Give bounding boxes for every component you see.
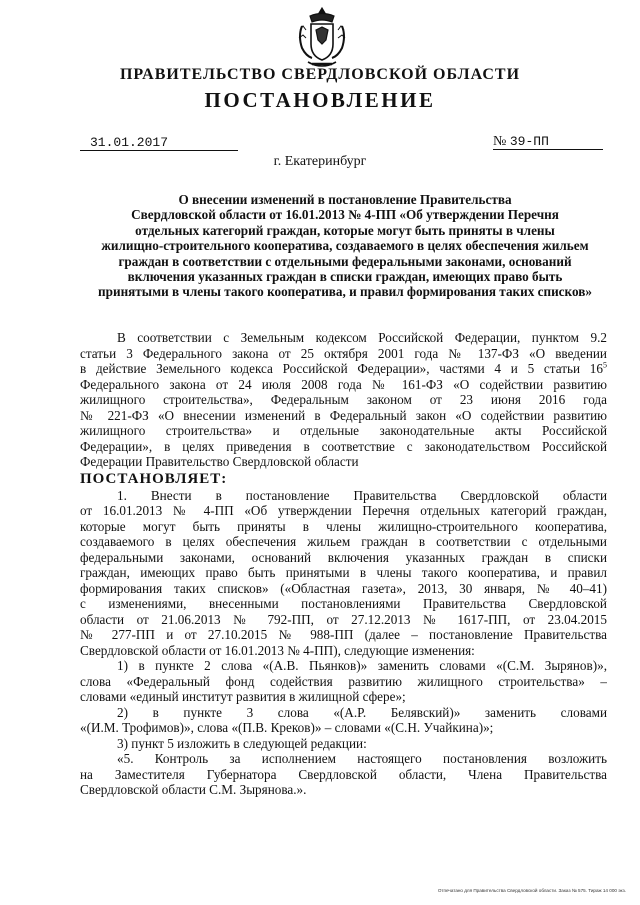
preamble-line: Федерации», в целях приведения в соответствие с законодательством Российской bbox=[80, 438, 607, 454]
number-value: 39-ПП bbox=[509, 134, 549, 149]
title-line: граждан в соответствии с отдельными федеральными законами, оснований bbox=[118, 253, 572, 269]
title-line: включения указанных граждан в списки граждан, имеющих право быть bbox=[127, 269, 563, 285]
item1-line: федеральными законами, оснований включения указанных граждан в списки bbox=[80, 549, 607, 565]
preamble-line: жилищного строительства», Федеральным законом от 23 июня 2016 года bbox=[80, 392, 607, 407]
title-line: принятыми в члены такого кооператива, и правил формирования таких списков» bbox=[98, 284, 592, 300]
title-line: О внесении изменений в постановление Правительства bbox=[178, 192, 512, 207]
print-imprint: Отпечатано для Правительства Свердловской области. Заказ № 575. Тираж 14 000 экз. bbox=[437, 888, 626, 893]
document-date: 31.01.2017 bbox=[80, 136, 238, 151]
decree-word: ПОСТАНОВЛЯЕТ bbox=[80, 470, 222, 487]
item1-line: формирования таких списков» («Областная газета», 2013, 30 января, № 40–41) bbox=[80, 580, 607, 596]
quote-line: «5. Контроль за исполнением настоящего постановления возложить bbox=[117, 751, 607, 766]
item1-line: создаваемого в целях обеспечения жильем граждан в соответствии с отдельными bbox=[80, 534, 607, 549]
title-line: жилищно-строительного кооператива, создаваемого в целях обеспечения жильем bbox=[101, 238, 589, 254]
subitem1-line: словами «единый институт развития в жилищной сфере»; bbox=[80, 689, 406, 704]
preamble-line-with-superscript bbox=[80, 361, 607, 377]
title-line: Свердловской области от 16.01.2013 № 4-ПП «Об утверждении Перечня bbox=[131, 207, 559, 223]
number-label: № bbox=[493, 134, 507, 149]
document-type-heading: ПОСТАНОВЛЕНИЕ bbox=[204, 88, 436, 112]
item1-line: № 277-ПП и от 27.10.2015 № 988-ПП (далее – постановление Правительства bbox=[80, 627, 607, 642]
quote-line: Свердловской области С.М. Зырянова.». bbox=[80, 782, 307, 797]
item1-line: области от 21.06.2013 № 792-ПП, от 27.12.2013 № 1617-ПП, от 23.04.2015 bbox=[80, 611, 607, 627]
preamble-line: статьи 3 Федерального закона от 25 октября 2001 года № 137-ФЗ «О введении bbox=[80, 345, 607, 361]
subitem1-line: 1) в пункте 2 слова «(А.В. Пьянков)» заменить словами «(С.М. Зырянов)», bbox=[117, 658, 607, 673]
subitem3-line: 3) пункт 5 изложить в следующей редакции: bbox=[117, 735, 367, 751]
preamble-line: № 221-ФЗ «О внесении изменений в Федеральный закон «О содействии развитию bbox=[80, 407, 607, 423]
decree-heading bbox=[80, 470, 607, 488]
item1-line: 1. Внести в постановление Правительства Свердловской области bbox=[117, 487, 607, 503]
preamble-text: в действие Земельного кодекса Российской Федерации», частями 4 и 5 статьи 16 bbox=[80, 361, 603, 376]
document-body bbox=[80, 330, 607, 798]
item1-line: от 16.01.2013 № 4-ПП «Об утверждении Перечня отдельных категорий граждан, bbox=[80, 503, 607, 518]
preamble-line: жилищного строительства» и отдельные законодательные акты Российской bbox=[80, 423, 607, 438]
city-line: г. Екатеринбург bbox=[273, 154, 367, 169]
subitem2-line: «(И.М. Трофимов)», слова «(П.В. Креков)» – словами «(С.Н. Учайкина)»; bbox=[80, 720, 494, 735]
preamble-line: Федерации Правительство Свердловской области bbox=[80, 454, 359, 469]
title-line: отдельных категорий граждан, которые могут быть приняты в члены bbox=[135, 222, 555, 238]
item1-line: с изменениями, внесенными постановлениями Правительства Свердловской bbox=[80, 596, 607, 611]
superscript: 5 bbox=[603, 361, 607, 370]
coat-of-arms-emblem bbox=[296, 6, 348, 70]
quote-line: на Заместителя Губернатора Свердловской области, Члена Правительства bbox=[80, 766, 607, 782]
item1-line: Свердловской области от 16.01.2013 № 4-ПП), следующие изменения: bbox=[80, 642, 475, 658]
organization-heading: ПРАВИТЕЛЬСТВО СВЕРДЛОВСКОЙ ОБЛАСТИ bbox=[119, 66, 521, 83]
decree-colon: : bbox=[221, 470, 228, 487]
preamble-line: В соответствии с Земельным кодексом Российской Федерации, пунктом 9.2 bbox=[117, 330, 607, 345]
subitem2-line: 2) в пункте 3 слова «(А.Р. Белявский)» заменить словами bbox=[117, 704, 607, 720]
document-number bbox=[493, 134, 603, 150]
document-title bbox=[80, 192, 610, 300]
item1-line: которые могут быть приняты в члены жилищно-строительного кооператива, bbox=[80, 518, 607, 534]
preamble-line: Федерального закона от 24 июля 2008 года № 161-ФЗ «О содействии развитию bbox=[80, 376, 607, 392]
item1-line: граждан, имеющих право быть принятыми в члены такого кооператива, и правил bbox=[80, 565, 607, 580]
subitem1-line: слова «Федеральный фонд содействия развитию жилищного строительства» – bbox=[80, 673, 607, 689]
